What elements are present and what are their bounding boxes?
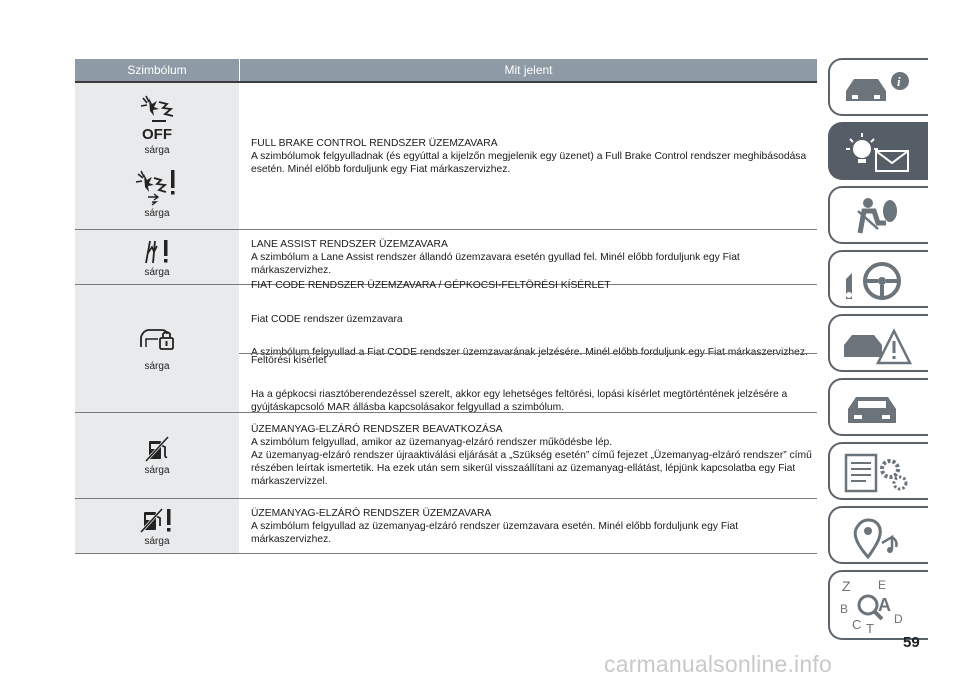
lane-assist-failure-icon — [140, 237, 174, 265]
full-brake-control-off-icon — [137, 94, 177, 128]
meaning-cell — [239, 499, 817, 553]
color-label: sárga — [144, 207, 170, 219]
header-symbol: Szimbólum — [75, 59, 239, 81]
warning-lights-icon — [838, 129, 918, 175]
item-text: A szimbólum felgyullad a Fiat CODE rendszer üzemzavarának jelzésére. Minél előbb forduljunk egy Fiat márkaszervizhez. — [251, 347, 808, 359]
warning-symbol-table — [75, 59, 817, 554]
tab-starting-driving[interactable] — [828, 250, 928, 308]
item-subtitle: Feltörési kísérlet — [251, 355, 327, 367]
symbol-cell — [75, 230, 239, 284]
tab-index[interactable] — [828, 570, 928, 640]
item-text: A szimbólum a Lane Assist rendszer állandó üzemzavara esetén gyullad fel. Minél előbb forduljunk egy Fiat márkaszervizhez. — [251, 251, 740, 276]
meaning-cell — [239, 83, 817, 229]
svg-text:T: T — [866, 621, 874, 636]
symbol-cell — [75, 285, 239, 412]
item-title: FIAT CODE RENDSZER ÜZEMZAVARA / GÉPKOCSI-FELTÖRÉSI KÍSÉRLET — [251, 279, 611, 291]
tab-technical-data[interactable] — [828, 442, 928, 500]
symbol-cell — [75, 499, 239, 553]
table-header — [75, 59, 817, 81]
item-title: ÜZEMANYAG-ELZÁRÓ RENDSZER ÜZEMZAVARA — [251, 507, 492, 519]
tab-maintenance[interactable] — [828, 378, 928, 436]
symbol-cell — [75, 413, 239, 498]
tab-safety[interactable] — [828, 186, 928, 244]
symbol-cell — [75, 83, 239, 229]
svg-text:B: B — [840, 602, 849, 616]
item-title: ÜZEMANYAG-ELZÁRÓ RENDSZER BEAVATKOZÁSA — [251, 424, 503, 435]
item-text: A szimbólum felgyullad az üzemanyag-elzáró rendszer üzemzavara esetén. Minél előbb forduljunk egy Fiat márkaszervizhez. — [251, 520, 739, 545]
meaning-cell — [239, 279, 817, 413]
table-row — [75, 413, 817, 499]
item-text: A szimbólumok felgyulladnak (és egyúttal a kijelzőn megjelenik egy üzenet) a Full Brake Control rendszer meghibásodása esetén. Minél előbb forduljunk egy Fiat márkaszervizhez. — [251, 150, 807, 175]
off-label: OFF — [142, 125, 172, 143]
item-subtitle: Fiat CODE rendszer üzemzavara — [251, 313, 403, 325]
color-label: sárga — [144, 535, 170, 547]
tab-warning-lights[interactable] — [828, 122, 928, 180]
svg-text:D: D — [894, 612, 903, 626]
color-label: sárga — [144, 465, 170, 476]
color-label: sárga — [144, 266, 170, 278]
technical-data-icon — [838, 449, 918, 495]
tab-car-info[interactable] — [828, 58, 928, 116]
table-row — [75, 83, 817, 230]
svg-text:C: C — [852, 617, 862, 632]
tab-multimedia[interactable] — [828, 506, 928, 564]
item-text: Ha a gépkocsi riasztóberendezéssel szerelt, akkor egy lehetséges feltörési, lopási kísérlet megtörténtének jelzésére a gyújtáskapcsoló MAR állásba kapcsolásakor felgyullad a szimbólum. — [251, 388, 788, 413]
item-title: LANE ASSIST RENDSZER ÜZEMZAVARA — [251, 238, 448, 250]
header-meaning: Mit jelent — [240, 59, 817, 81]
item-title: FULL BRAKE CONTROL RENDSZER ÜZEMZAVARA — [251, 137, 498, 149]
meaning-cell — [239, 413, 817, 498]
svg-text:Z: Z — [842, 578, 851, 594]
color-label: sárga — [144, 144, 170, 156]
index-icon — [838, 577, 918, 637]
fuel-cutoff-icon — [142, 435, 172, 463]
svg-text:E: E — [878, 578, 887, 592]
safety-airbag-icon — [838, 193, 918, 239]
car-info-icon — [838, 65, 918, 111]
page-number: 59 — [903, 634, 920, 651]
tab-emergency[interactable] — [828, 314, 928, 372]
multimedia-icon — [838, 513, 918, 559]
meaning-cell — [239, 230, 817, 284]
emergency-icon — [838, 321, 918, 367]
watermark: carmanualsonline.info — [604, 651, 832, 677]
full-brake-control-failure-icon — [134, 166, 180, 206]
item-text: A szimbólum felgyullad, amikor az üzemanyag-elzáró rendszer működésbe lép. — [251, 437, 613, 448]
svg-text:i: i — [897, 74, 901, 89]
table-row — [75, 279, 817, 413]
table-row — [75, 230, 817, 285]
car-maintenance-icon — [838, 385, 918, 431]
steering-wheel-icon — [838, 257, 918, 303]
table-row — [75, 499, 817, 554]
fuel-cutoff-failure-icon — [139, 506, 175, 534]
color-label: sárga — [144, 361, 170, 372]
fiat-code-lock-icon — [138, 325, 176, 351]
svg-text:A: A — [878, 595, 891, 615]
item-text: Az üzemanyag-elzáró rendszer újraaktiválási eljárását a „Szükség esetén” című fejezet „Üzemanyag-elzáró rendszer” című részében leírtak ismertetik. Ha ezek után sem sikerül visszaállítani az üzemanyag-ellátást, lépjünk kapcsolatba egy Fiat márkaszervizzel. — [251, 450, 812, 487]
